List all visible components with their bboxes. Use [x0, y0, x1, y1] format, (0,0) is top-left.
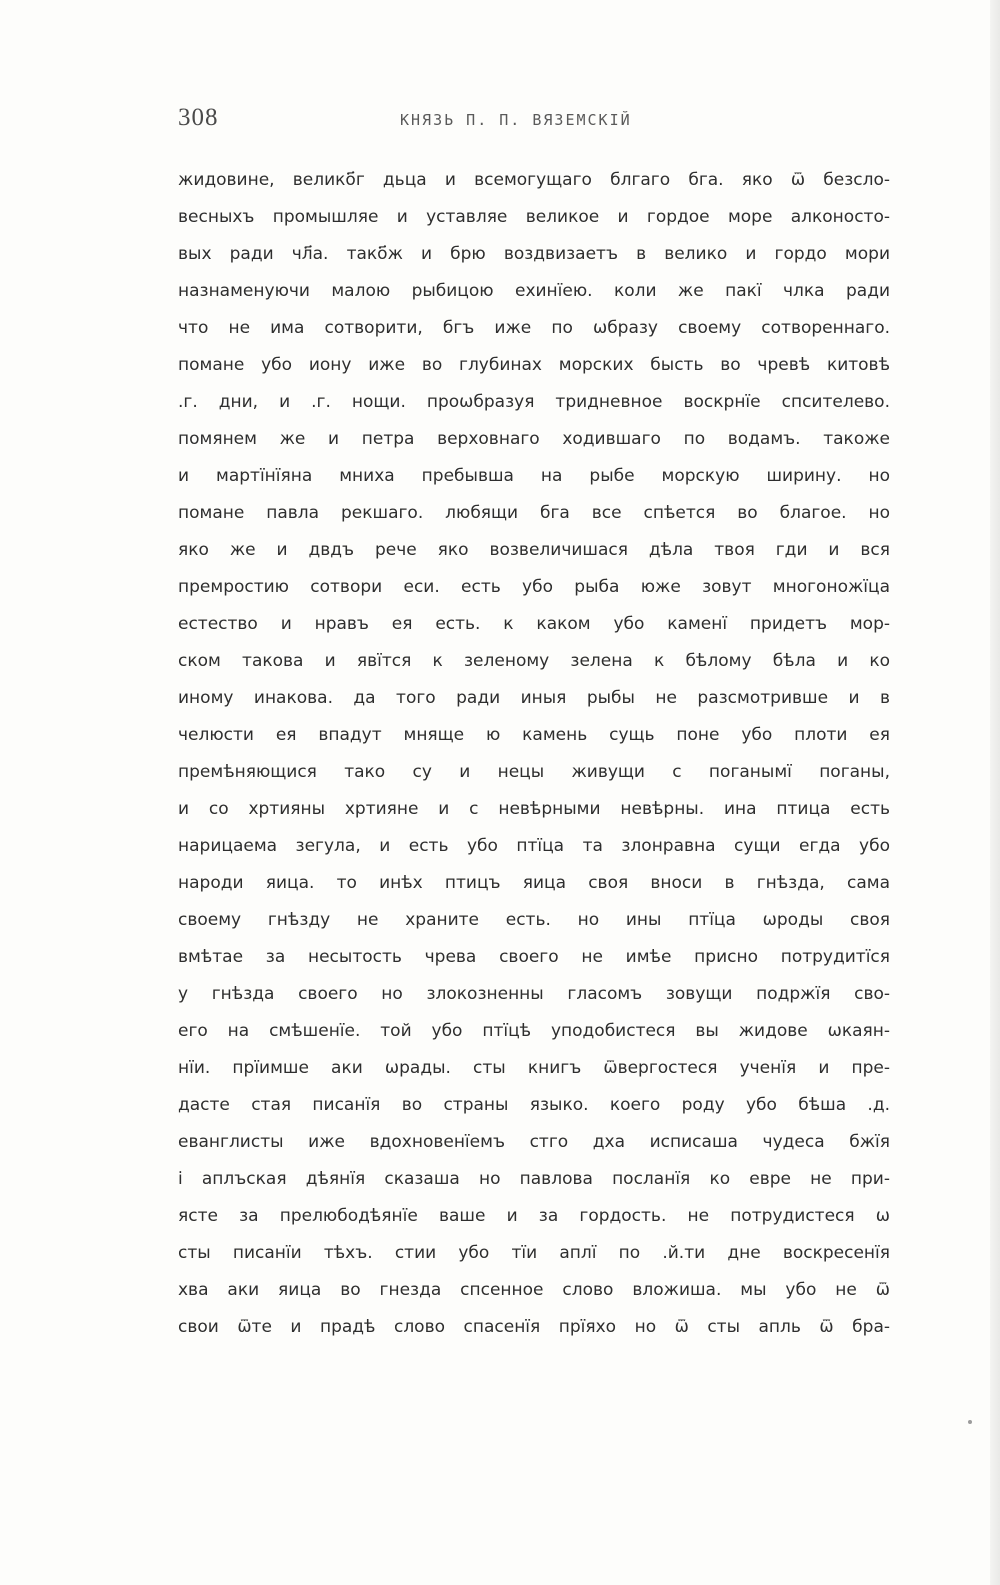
page-edge: [990, 0, 1000, 1585]
body-text: [178, 162, 890, 1346]
page-speck: [968, 1420, 972, 1424]
text-line-8: помянем же и петра верховнаго ходившаго по водамъ. такоже: [178, 429, 890, 449]
text-line-2: весныхъ промышляе и уставляе великое и гордое море алконосто-: [178, 207, 890, 227]
text-line-31: хва аки яица во гнезда спсенное слово вложиша. мы убо не ѿ: [178, 1280, 890, 1300]
text-line-26: дасте стая писанїя во страны языко. коего роду убо бѣша .д.: [178, 1095, 890, 1115]
text-line-4: назнаменуючи малою рыбицою ехинїею. коли же пакї члка ради: [178, 281, 890, 301]
text-line-29: ясте за прелюбодѣянїе ваше и за гордость. не потрудистеся ѡ: [178, 1206, 890, 1226]
text-line-9: и мартїнїяна мниха пребывша на рыбе морскую ширину. но: [178, 466, 890, 486]
text-line-11: яко же и двдъ рече яко возвеличишася дѣла твоя гди и вся: [178, 540, 890, 560]
text-line-12: премростию сотвори еси. есть убо рыба юже зовут многоножїца: [178, 577, 890, 597]
text-line-22: вмѣтае за несытость чрева своего не имѣе присно потрудитїся: [178, 947, 890, 967]
text-line-30: сты писанїи тѣхъ. стии убо тїи аплї по .й.ти дне воскресенїя: [178, 1243, 890, 1263]
page-header: [178, 104, 858, 136]
running-head: КНЯЗЬ П. П. ВЯЗЕМСКІЙ: [400, 111, 632, 129]
text-line-10: помане павла рекшаго. любящи бга все спѣется во благое. но: [178, 503, 890, 523]
text-line-27: еванглисты иже вдохновенїемъ стго дха исписаша чудеса бжїя: [178, 1132, 890, 1152]
text-line-20: народи яица. то инѣх птицъ яица своя вноси в гнѣзда, сама: [178, 873, 890, 893]
text-line-17: премѣняющися тако су и нецы живущи с поганымї поганы,: [178, 762, 890, 782]
text-line-15: иному инакова. да того ради иныя рыбы не разсмотривше и в: [178, 688, 890, 708]
text-line-13: естество и нравъ ея есть. к каком убо каменї придетъ мор-: [178, 614, 890, 634]
text-line-18: и со хртияны хртияне и с невѣрными невѣрны. ина птица есть: [178, 799, 890, 819]
page-number: 308: [178, 104, 219, 131]
text-line-19: нарицаема зегула, и есть убо птїца та злонравна сущи егда убо: [178, 836, 890, 856]
text-line-23: у гнѣзда своего но злокозненны гласомъ зовущи подржїя сво-: [178, 984, 890, 1004]
text-line-32: свои ѿте и прадѣ слово спасенїя прїяхо но ѿ сты апль ѿ бра-: [178, 1317, 890, 1337]
text-line-28: і аплъская дѣянїя сказаша но павлова посланїя ко евре не при-: [178, 1169, 890, 1189]
text-line-7: .г. дни, и .г. нощи. проѡбразуя тридневное воскрнїе спсителево.: [178, 392, 890, 412]
text-line-16: челюсти ея впадут мняще ю камень сущь поне убо плоти ея: [178, 725, 890, 745]
text-line-6: помане убо иону иже во глубинах морских бысть во чревѣ китовѣ: [178, 355, 890, 375]
text-line-5: что не има сотворити, бгъ иже по ѡбразу своему сотвореннаго.: [178, 318, 890, 338]
text-line-1: жидовине, велико҃г дьца и всемогущаго блгаго бга. яко ѿ безсло-: [178, 170, 890, 190]
text-line-24: его на смѣшенїе. той убо птїцѣ уподобистеся вы жидове ѡкаян-: [178, 1021, 890, 1041]
text-line-14: ском такова и явїтся к зеленому зелена к бѣлому бѣла и ко: [178, 651, 890, 671]
text-line-25: нїи. прїимше аки ѡрады. сты книгъ ѿвергостеся ученїя и пре-: [178, 1058, 890, 1078]
text-line-21: своему гнѣзду не храните есть. но ины птїца ѡроды своя: [178, 910, 890, 930]
text-line-3: вых ради чл҃а. тако҃ж и брю воздвизаетъ в велико и гордо мори: [178, 244, 890, 264]
